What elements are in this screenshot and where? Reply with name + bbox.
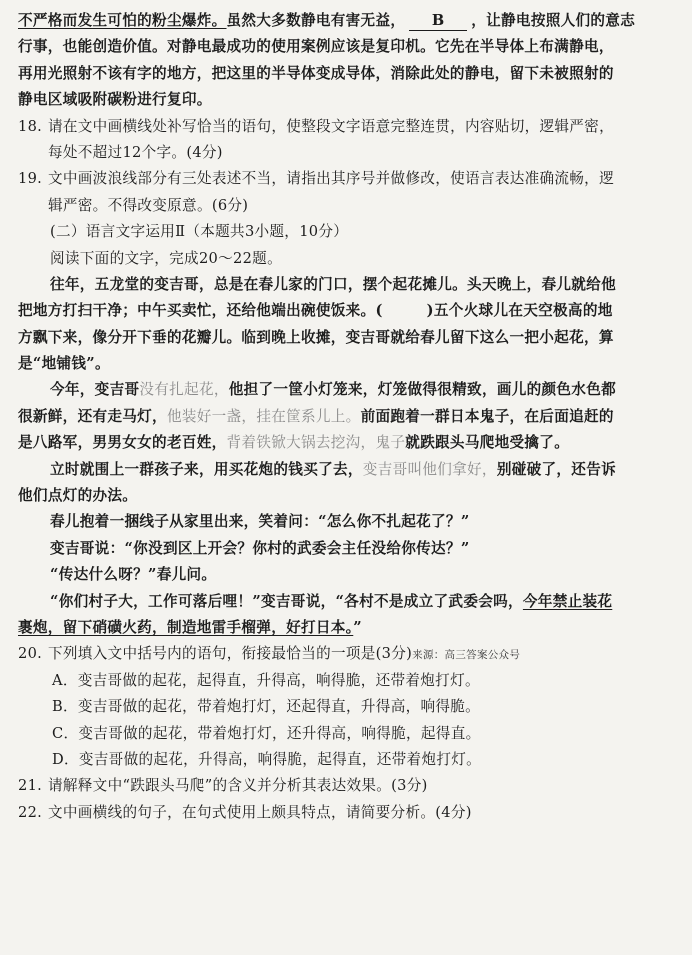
story-p5: 变吉哥说：“你没到区上开会？你村的武委会主任没给你传达？” [50,539,470,557]
story-p1-line-1: 往年，五龙堂的变吉哥，总是在春儿家的门口，摆个起花摊儿。头天晚上，春儿就给他 [50,275,616,293]
story-p2-line-2: 很新鲜，还有走马灯，他装好一盏，挂在筐系儿上。前面跑着一群日本鬼子，在后面追赶的 [18,407,614,425]
story-p3-line-2: 他们点灯的办法。 [18,487,138,505]
passage-line-1: 不严格而发生可怕的粉尘爆炸。虽然大多数静电有害无益， B ，让静电按照人们的意志 [18,12,636,29]
story-p7-line-1: “你们村子大，工作可落后哩！”变吉哥说，“各村不是成立了武委会吗，今年禁止装花 [50,592,613,610]
story-p6: “传达什么呀？”春儿问。 [50,566,217,584]
question-number: 22. [18,803,43,821]
story-p7-line-2: 裹炮，留下硝磺火药，制造地雷手榴弹，好打日本。” [18,618,362,636]
question-19-line-2: 辑严密。不得改变原意。(6分) [48,196,249,214]
section-heading: (二）语言文字运用Ⅱ（本题共3小题，10分） [50,223,349,241]
story-p3-line-1: 立时就围上一群孩子来，用买花炮的钱买了去，变吉哥叫他们拿好，别碰破了，还告诉 [50,460,616,478]
story-p4: 春儿抱着一捆线子从家里出来，笑着问：“怎么你不扎起花了？” [50,513,470,531]
underlined-sentence: 裹炮，留下硝磺火药，制造地雷手榴弹，好打日本。 [18,618,354,636]
question-20-option-a: A．变吉哥做的起花，起得直，升得高，响得脆，还带着炮打灯。 [52,671,480,689]
question-number: 19. [18,170,43,188]
source-note: 来源：高三答案公众号 [412,649,521,662]
question-21: 21. 请解释文中“跌跟头马爬”的含义并分析其表达效果。(3分) [18,773,672,799]
question-20-option-d: D．变吉哥做的起花，升得高，响得脆，起得直，还带着炮打灯。 [52,750,482,768]
question-number: 18. [18,117,43,135]
underlined-sentence: 今年禁止装花 [522,592,613,610]
question-22: 22. 文中画横线的句子，在句式使用上颇具特点，请简要分析。(4分) [18,800,672,826]
question-18-line-1: 18. 请在文中画横线处补写恰当的语句，使整段文字语意完整连贯，内容贴切，逻辑严密， [18,114,672,140]
question-20-stem: 20. 下列填入文中括号内的语句，衔接最恰当的一项是(3分)来源：高三答案公众号 [18,641,672,667]
story-p1-line-2: 把地方打扫干净；中午买卖忙，还给他端出碗使饭来。( )五个火球儿在天空极高的地 [18,302,613,320]
story-p2-line-1: 今年，变吉哥没有扎起花，他担了一筐小灯笼来，灯笼做得很精致，画儿的颜色水色都 [50,381,616,399]
question-number: 21. [18,777,43,795]
question-18-line-2: 每处不超过12个字。(4分) [48,143,223,161]
passage-line-2: 行事，也能创造价值。对静电最成功的使用案例应该是复印机。它先在半导体上布满静电， [18,38,614,56]
passage-line-3: 再用光照射不该有字的地方，把这里的半导体变成导体，消除此处的静电，留下未被照射的 [18,64,614,82]
passage-line-4: 静电区域吸附碳粉进行复印。 [18,91,212,109]
question-number: 20. [18,645,43,663]
story-p2-line-3: 是八路军，男男女女的老百姓，背着铁锨大锅去挖沟，鬼子就跌跟头马爬地受擒了。 [18,434,570,452]
underlined-phrase: 不严格而发生可怕的粉尘爆炸。 [18,12,227,29]
story-p1-line-3: 方飘下来，像分开下垂的花瓣儿。临到晚上收摊，变吉哥就给春儿留下这么一把小起花，算 [18,328,614,346]
question-19-line-1: 19. 文中画波浪线部分有三处表述不当，请指出其序号并做修改，使语言表达准确流畅，逻 [18,166,672,192]
question-20-option-c: C．变吉哥做的起花，带着炮打灯，还升得高，响得脆，起得直。 [52,724,481,742]
story-p1-line-4: 是“地铺钱”。 [18,355,110,373]
question-20-option-b: B．变吉哥做的起花，带着炮打灯，还起得直，升得高，响得脆。 [52,698,481,716]
section-instruction: 阅读下面的文字，完成20～22题。 [50,249,282,267]
answer-blank: B [409,12,467,31]
